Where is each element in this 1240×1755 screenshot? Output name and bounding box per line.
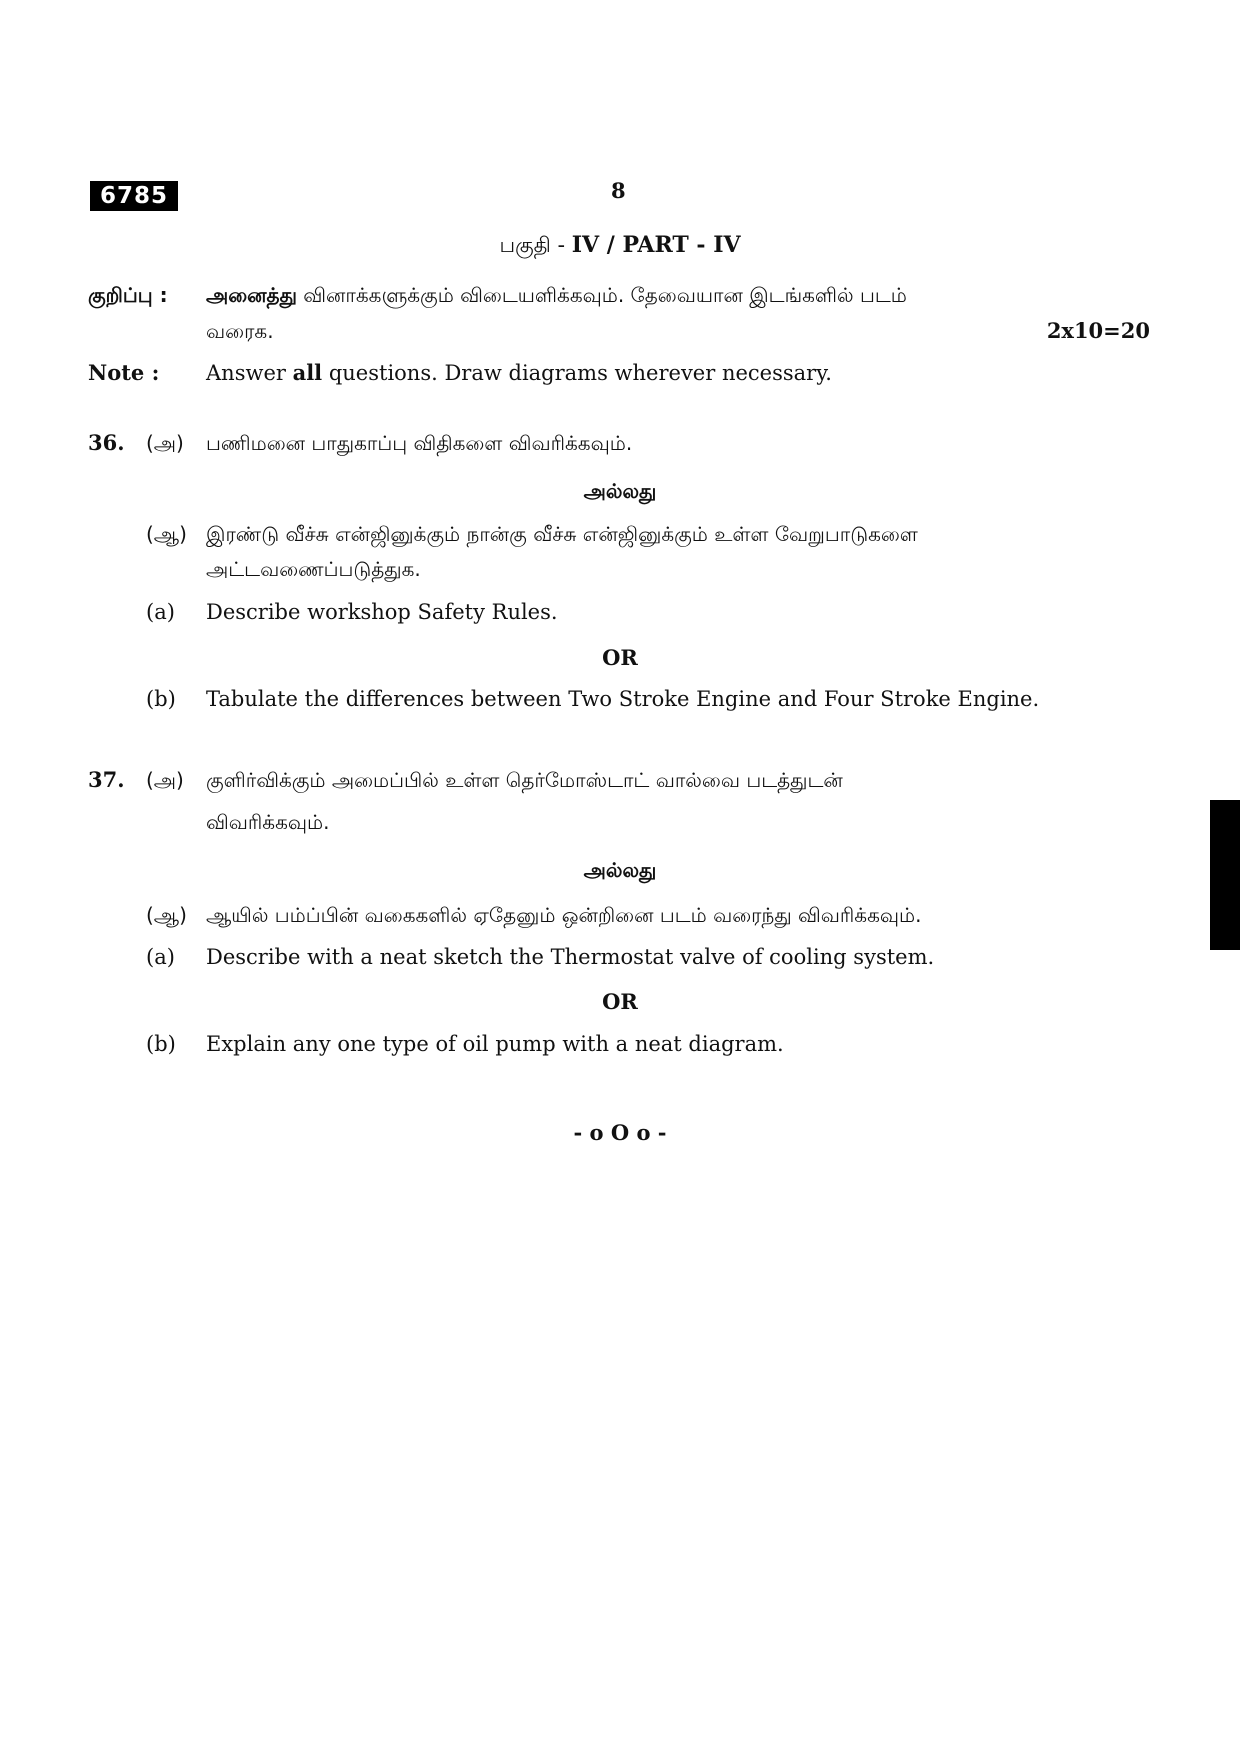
note-english — [206, 360, 832, 385]
question-37-a-ta-line1: குளிர்விக்கும் அமைப்பில் உள்ள தெர்மோஸ்டாட் வால்வை படத்துடன் — [206, 768, 843, 792]
end-of-paper-mark: - o O o - — [573, 1120, 667, 1145]
note-tamil-bold-word: அனைத்து — [206, 283, 297, 307]
note-english-bold-word: all — [292, 360, 323, 385]
question-37-a-en-label: (a) — [146, 945, 175, 969]
note-label-english: Note : — [88, 360, 160, 385]
note-english-text-before: Answer — [206, 361, 293, 385]
question-36-a-en-label: (a) — [146, 600, 175, 624]
page-number: 8 — [611, 178, 626, 203]
part-title-tamil: பகுதி - — [499, 233, 572, 257]
question-37-b-en: Explain any one type of oil pump with a neat diagram. — [206, 1032, 784, 1056]
question-36-or-english: OR — [602, 645, 638, 670]
question-37-b-ta: ஆயில் பம்ப்பின் வகைகளில் ஏதேனும் ஒன்றினை படம் வரைந்து விவரிக்கவும். — [206, 903, 922, 927]
question-37-number: 37. — [88, 767, 125, 792]
side-thumb-tab — [1210, 800, 1240, 950]
question-37-or-english: OR — [602, 989, 638, 1014]
question-37-a-ta-label: (அ) — [146, 768, 184, 792]
part-title-english: IV / PART - IV — [571, 232, 741, 258]
note-tamil-line1 — [206, 283, 1092, 310]
note-tamil-line2: வரைக. — [206, 319, 274, 343]
question-36-number: 36. — [88, 430, 125, 455]
question-37-b-ta-label: (ஆ) — [146, 903, 187, 927]
marks-allocation: 2x10=20 — [1046, 318, 1150, 343]
paper-code-badge: 6785 — [90, 181, 178, 211]
question-37-a-en: Describe with a neat sketch the Thermostat valve of cooling system. — [206, 945, 935, 969]
note-tamil-text: வினாக்களுக்கும் விடையளிக்கவும். தேவையான இடங்களில் படம் — [296, 283, 907, 307]
question-36-a-ta-label: (அ) — [146, 431, 184, 455]
question-37-b-en-label: (b) — [146, 1032, 176, 1056]
note-label-tamil: குறிப்பு : — [88, 283, 168, 307]
question-36-b-ta-line1: இரண்டு வீச்சு என்ஜினுக்கும் நான்கு வீச்சு என்ஜினுக்கும் உள்ள வேறுபாடுகளை — [206, 522, 918, 546]
question-36-b-en: Tabulate the differences between Two Stroke Engine and Four Stroke Engine. — [206, 687, 1040, 711]
question-36-a-ta: பணிமனை பாதுகாப்பு விதிகளை விவரிக்கவும். — [206, 431, 633, 455]
part-title — [0, 232, 1240, 260]
question-36-b-en-label: (b) — [146, 687, 176, 711]
question-37-or-tamil: அல்லது — [583, 858, 657, 882]
question-36-b-ta-line2: அட்டவணைப்படுத்துக. — [206, 557, 421, 581]
question-36-or-tamil: அல்லது — [583, 479, 657, 503]
question-37-a-ta-line2: விவரிக்கவும். — [206, 810, 330, 834]
note-english-text-after: questions. Draw diagrams wherever necessary. — [322, 361, 832, 385]
question-36-a-en: Describe workshop Safety Rules. — [206, 600, 558, 624]
question-36-b-ta-label: (ஆ) — [146, 522, 187, 546]
